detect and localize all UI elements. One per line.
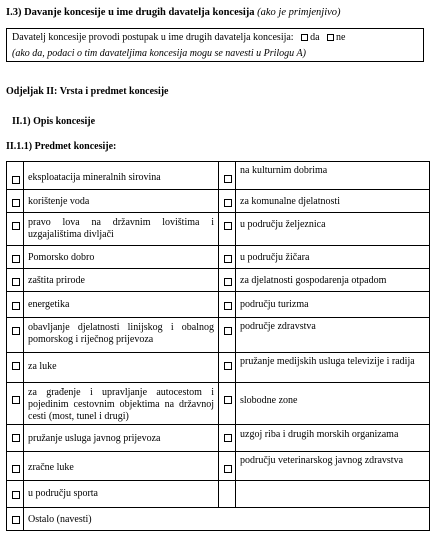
- checkbox[interactable]: [224, 434, 232, 442]
- left-label-cell: [24, 481, 219, 508]
- option-label: zračne luke: [28, 462, 74, 473]
- left-label-cell: [24, 353, 219, 383]
- right-checkbox-cell: [219, 269, 236, 292]
- checkbox[interactable]: [224, 362, 232, 370]
- table-row: [7, 353, 430, 383]
- option-label: eksploatacija mineralnih sirovina: [28, 172, 161, 183]
- option-label: slobodne zone: [240, 395, 298, 406]
- left-label-cell: [24, 292, 219, 318]
- yes-label: da: [310, 32, 320, 43]
- checkbox[interactable]: [224, 327, 232, 335]
- right-label-cell: [236, 481, 430, 508]
- section-211-heading: II.1.1) Predmet koncesije:: [6, 141, 117, 152]
- section-13-heading: [6, 7, 341, 18]
- left-label-cell: [24, 162, 219, 190]
- concession-box-question: Davatelj koncesije provodi postupak u ime drugih davatelja koncesija:: [12, 32, 294, 43]
- left-label-cell: [24, 425, 219, 452]
- table-row: [7, 481, 430, 508]
- option-label: za djelatnosti gospodarenja otpadom: [240, 275, 387, 286]
- option-label: pravo lova na državnim lovištima i uzgajalištima divljači: [28, 217, 214, 240]
- option-label: za građenje i upravljanje autocestom i pojedinim cestovnim objektima na državnoj cesti (most, tunel i drugi): [28, 387, 214, 422]
- left-label-cell: [24, 508, 430, 531]
- checkbox[interactable]: [12, 491, 20, 499]
- left-checkbox-cell: [7, 246, 24, 269]
- option-label: korištenje voda: [28, 196, 90, 207]
- right-label-cell: [236, 452, 430, 481]
- left-label-cell: [24, 452, 219, 481]
- section-2-heading: Odjeljak II: Vrsta i predmet koncesije: [6, 86, 169, 97]
- checkbox[interactable]: [224, 175, 232, 183]
- section-21-heading: II.1) Opis koncesije: [12, 116, 96, 127]
- option-label: u području sporta: [28, 488, 98, 499]
- checkbox[interactable]: [12, 176, 20, 184]
- left-label-cell: [24, 318, 219, 353]
- checkbox[interactable]: [224, 465, 232, 473]
- table-row: [7, 292, 430, 318]
- right-checkbox-cell: [219, 318, 236, 353]
- table-row: [7, 508, 430, 531]
- checkbox[interactable]: [12, 362, 20, 370]
- checkbox[interactable]: [12, 255, 20, 263]
- right-checkbox-cell: [219, 481, 236, 508]
- right-checkbox-cell: [219, 425, 236, 452]
- concession-box-line2: (ako da, podaci o tim davateljima koncesija mogu se navesti u Prilogu A): [12, 48, 306, 59]
- right-label-cell: [236, 269, 430, 292]
- option-label: Pomorsko dobro: [28, 252, 95, 263]
- right-label-cell: [236, 162, 430, 190]
- checkbox[interactable]: [224, 302, 232, 310]
- left-label-cell: [24, 190, 219, 213]
- no-checkbox[interactable]: [327, 34, 334, 41]
- option-label: zaštita prirode: [28, 275, 85, 286]
- option-label: Ostalo (navesti): [28, 514, 92, 525]
- no-label: ne: [336, 32, 346, 43]
- yes-checkbox[interactable]: [301, 34, 308, 41]
- table-row: [7, 452, 430, 481]
- checkbox[interactable]: [224, 222, 232, 230]
- option-label: energetika: [28, 299, 70, 310]
- right-checkbox-cell: [219, 452, 236, 481]
- concession-box-line1: [12, 32, 346, 43]
- checkbox[interactable]: [224, 278, 232, 286]
- table-row: [7, 246, 430, 269]
- right-checkbox-cell: [219, 383, 236, 425]
- option-label: uzgoj riba i drugih morskih organizama: [240, 429, 399, 440]
- left-checkbox-cell: [7, 162, 24, 190]
- left-checkbox-cell: [7, 452, 24, 481]
- left-label-cell: [24, 383, 219, 425]
- checkbox[interactable]: [224, 199, 232, 207]
- checkbox[interactable]: [12, 434, 20, 442]
- right-checkbox-cell: [219, 353, 236, 383]
- option-label: pružanje usluga javnog prijevoza: [28, 433, 161, 444]
- left-checkbox-cell: [7, 353, 24, 383]
- table-row: [7, 383, 430, 425]
- left-checkbox-cell: [7, 425, 24, 452]
- concession-subject-table: [6, 161, 430, 531]
- right-label-cell: [236, 213, 430, 246]
- right-checkbox-cell: [219, 246, 236, 269]
- checkbox[interactable]: [12, 465, 20, 473]
- right-label-cell: [236, 353, 430, 383]
- left-label-cell: [24, 213, 219, 246]
- table-row: [7, 269, 430, 292]
- left-checkbox-cell: [7, 318, 24, 353]
- right-label-cell: [236, 292, 430, 318]
- left-checkbox-cell: [7, 190, 24, 213]
- checkbox[interactable]: [224, 396, 232, 404]
- checkbox[interactable]: [12, 327, 20, 335]
- option-label: na kulturnim dobrima: [240, 165, 328, 176]
- option-label: u području žičara: [240, 252, 310, 263]
- right-label-cell: [236, 190, 430, 213]
- option-label: za luke: [28, 361, 57, 372]
- right-label-cell: [236, 246, 430, 269]
- table-row: [7, 318, 430, 353]
- section-13-title: I.3) Davanje koncesije u ime drugih davatelja koncesija: [6, 7, 255, 18]
- left-checkbox-cell: [7, 292, 24, 318]
- checkbox[interactable]: [12, 396, 20, 404]
- checkbox[interactable]: [12, 278, 20, 286]
- left-checkbox-cell: [7, 481, 24, 508]
- table-row: [7, 213, 430, 246]
- option-label: području veterinarskog javnog zdravstva: [240, 455, 404, 466]
- concession-on-behalf-box: [6, 28, 424, 62]
- checkbox[interactable]: [12, 199, 20, 207]
- section-13-note: (ako je primjenjivo): [257, 7, 341, 18]
- right-checkbox-cell: [219, 162, 236, 190]
- right-label-cell: [236, 318, 430, 353]
- checkbox[interactable]: [224, 255, 232, 263]
- left-checkbox-cell: [7, 269, 24, 292]
- right-checkbox-cell: [219, 213, 236, 246]
- checkbox[interactable]: [12, 302, 20, 310]
- option-label: područje zdravstva: [240, 321, 316, 332]
- right-label-cell: [236, 383, 430, 425]
- option-label: u području željeznica: [240, 219, 326, 230]
- option-label: obavljanje djelatnosti linijskog i obalnog pomorskog i riječnog prijevoza: [28, 322, 214, 345]
- right-checkbox-cell: [219, 190, 236, 213]
- checkbox[interactable]: [12, 516, 20, 524]
- left-label-cell: [24, 246, 219, 269]
- table-row: [7, 425, 430, 452]
- table-row: [7, 190, 430, 213]
- right-label-cell: [236, 425, 430, 452]
- table-row: [7, 162, 430, 190]
- left-label-cell: [24, 269, 219, 292]
- option-label: pružanje medijskih usluga televizije i radija: [240, 356, 415, 367]
- option-label: za komunalne djelatnosti: [240, 196, 340, 207]
- left-checkbox-cell: [7, 508, 24, 531]
- checkbox[interactable]: [12, 222, 20, 230]
- option-label: području turizma: [240, 299, 309, 310]
- right-checkbox-cell: [219, 292, 236, 318]
- left-checkbox-cell: [7, 383, 24, 425]
- left-checkbox-cell: [7, 213, 24, 246]
